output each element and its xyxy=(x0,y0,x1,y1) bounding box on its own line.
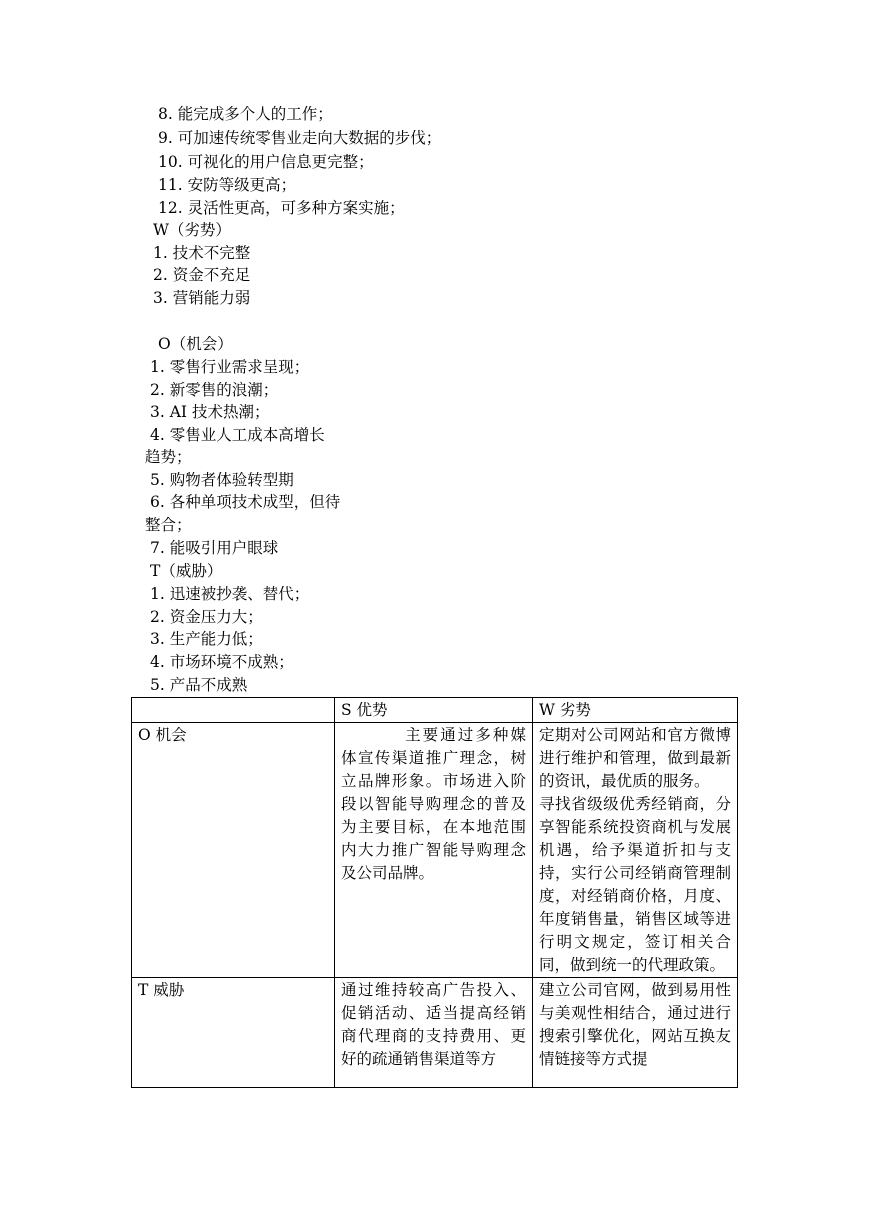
w-item-1: 1. 技术不完整 xyxy=(153,244,251,262)
table-header-row xyxy=(132,698,738,723)
header-empty-cell xyxy=(132,698,335,723)
s-item-9: 9. 可加速传统零售业走向大数据的步伐； xyxy=(158,129,442,147)
o-item-2: 2. 新零售的浪潮； xyxy=(150,381,279,399)
o-item-7: 7. 能吸引用户眼球 xyxy=(150,539,279,557)
o-item-4-cont: 趋势； xyxy=(145,448,192,466)
o-item-6: 6. 各种单项技术成型，但待 xyxy=(150,493,341,511)
swot-matrix-table xyxy=(131,697,738,1088)
wo-strategy-paragraph-1: 定期对公司网站和官方微博进行维护和管理，做到最新的资讯，最优质的服务。 xyxy=(539,726,731,790)
st-strategy-cell xyxy=(335,978,533,1088)
s-item-12: 12. 灵活性更高，可多种方案实施； xyxy=(158,199,405,217)
o-item-5: 5. 购物者体验转型期 xyxy=(150,471,294,489)
w-item-3: 3. 营销能力弱 xyxy=(153,289,251,307)
t-item-1: 1. 迅速被抄袭、替代； xyxy=(150,585,310,603)
o-item-1: 1. 零售行业需求呈现； xyxy=(150,358,310,376)
header-weaknesses: W 劣势 xyxy=(533,698,738,723)
row-label-threats: T 威胁 xyxy=(132,978,335,1088)
table-row-threats xyxy=(132,978,738,1088)
s-item-10: 10. 可视化的用户信息更完整； xyxy=(158,153,374,171)
o-item-3: 3. AI 技术热潮； xyxy=(150,403,270,421)
o-item-4: 4. 零售业人工成本高增长 xyxy=(150,426,325,444)
t-item-2: 2. 资金压力大； xyxy=(150,608,263,626)
st-strategy-text: 通过维持较高广告投入、促销活动、适当提高经销商代理商的支持费用、更好的疏通销售渠道等方 xyxy=(341,981,526,1068)
row-label-opportunities: O 机会 xyxy=(132,723,335,978)
so-strategy-text: 主要通过多种媒体宣传渠道推广理念，树立品牌形象。市场进入阶段以智能导购理念的普及为主要目标，在本地范围内大力推广智能导购理念及公司品牌。 xyxy=(341,726,526,882)
header-strengths: S 优势 xyxy=(335,698,533,723)
s-item-8: 8. 能完成多个人的工作； xyxy=(158,105,333,123)
so-strategy-cell xyxy=(335,723,533,978)
t-item-5: 5. 产品不成熟 xyxy=(150,676,248,694)
t-heading: T（威胁） xyxy=(150,562,223,580)
s-item-11: 11. 安防等级更高； xyxy=(158,176,297,194)
wt-strategy-text: 建立公司官网，做到易用性与美观性相结合，通过进行搜索引擎优化，网站互换友情链接等方式提 xyxy=(539,981,731,1068)
wo-strategy-cell xyxy=(533,723,738,978)
t-item-3: 3. 生产能力低； xyxy=(150,630,263,648)
wo-strategy-paragraph-2: 寻找省级级优秀经销商，分享智能系统投资商机与发展机遇，给予渠道折扣与支持，实行公司经销商管理制度，对经销商价格，月度、年度销售量，销售区域等进行明文规定，签订相关合同，做到统一的代理政策。 xyxy=(539,795,731,974)
table-row-opportunities xyxy=(132,723,738,978)
wt-strategy-cell xyxy=(533,978,738,1088)
t-item-4: 4. 市场环境不成熟； xyxy=(150,653,294,671)
w-item-2: 2. 资金不充足 xyxy=(153,266,251,284)
o-heading: O（机会） xyxy=(158,335,233,353)
w-heading: W（劣势） xyxy=(153,221,231,239)
o-item-6-cont: 整合； xyxy=(145,516,192,534)
